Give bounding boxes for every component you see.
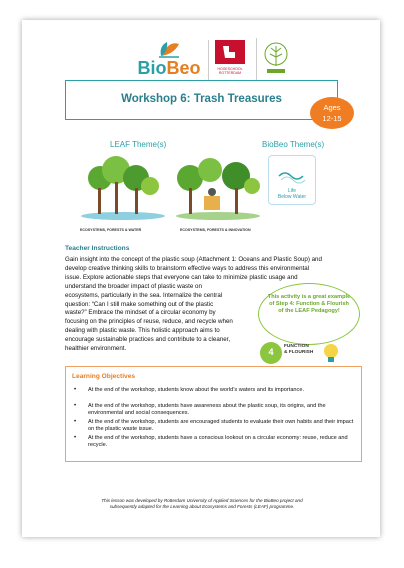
biobeo-leaf-icon xyxy=(134,38,204,60)
objective-item: • At the end of the workshop, students know about the world’s waters and its importance. xyxy=(74,387,304,393)
teacher-instructions-heading: Teacher Instructions xyxy=(65,245,130,252)
objective-text: At the end of the workshop, students have awareness about the plastic soup, its origins, and the environmental and social consequences. xyxy=(88,403,326,417)
ages-range: 12-15 xyxy=(322,114,342,123)
paragraph-line: issue. Explore actionable steps that everyone can take to minimize plastic usage and xyxy=(65,273,298,281)
objective-item: • At the end of the workshop, students have a conscious lookout on a circular economy: reuse, reduce and recycle. xyxy=(74,435,348,449)
objective-item: • At the end of the workshop, students have awareness about the plastic soup, its origins, and the environmental and social consequences. xyxy=(74,403,326,417)
lightbulb-icon xyxy=(322,342,340,364)
biobeo-theme-label: BioBeo Theme(s) xyxy=(262,140,325,149)
leaf-theme-illustrations xyxy=(78,152,266,234)
callout-text: This activity is a great example of Step 4: Function & Flourish of the LEAF Pedagogy! xyxy=(267,294,351,314)
footer-line1: This lesson was developed by Rotterdam University of Applied Sciences for the BioBeo project and xyxy=(101,498,303,503)
wave-icon xyxy=(269,156,315,186)
objective-text: At the end of the workshop, students know about the world’s waters and its importance. xyxy=(88,387,304,393)
badge-number: 4 xyxy=(268,347,274,357)
paragraph-line: develop creative thinking skills to brainstorm effective ways to address this environmental xyxy=(65,264,310,272)
paragraph-line: healthier environment. xyxy=(65,345,127,353)
hro-logo xyxy=(208,40,251,80)
objective-item: • At the end of the workshop, students are encouraged students to evaluate their own habits and their impact on the plastic waste issue. xyxy=(74,419,354,433)
teacher-paragraph xyxy=(65,256,359,283)
learning-objectives-box xyxy=(65,366,362,462)
document-page xyxy=(22,20,380,537)
paragraph-line: waste?” Embrace the mindset of a circular economy by xyxy=(65,309,216,317)
teacher-paragraph-narrow xyxy=(65,283,253,354)
objective-text: At the end of the workshop, students have a conscious lookout on a circular economy: reuse, reduce and recycle. xyxy=(88,435,348,449)
biobeo-theme-line1: Life xyxy=(287,188,297,194)
paragraph-line: question: “Can I still make something out of the plastic xyxy=(65,300,214,308)
learning-objectives-heading: Learning Objectives xyxy=(72,373,136,380)
page-title: Workshop 6: Trash Treasures xyxy=(121,93,282,105)
leaf-theme-item-2: ECOSYSTEMS, FORESTS & INNOVATION xyxy=(180,228,251,232)
badge-line1: FUNCTION xyxy=(284,344,309,349)
objective-text: At the end of the workshop, students are encouraged students to evaluate their own habits and their impact on the plastic waste issue. xyxy=(88,419,354,433)
biobeo-logo xyxy=(134,38,204,80)
footer-line2: subsequently adapted for the Learning about Ecosystems and Forests (LEAF) programme. xyxy=(109,504,295,510)
biobeo-logo-beo: Beo xyxy=(166,58,201,78)
biobeo-theme-line2: Below Water xyxy=(277,194,307,200)
leaf-theme-label: LEAF Theme(s) xyxy=(110,140,167,149)
biobeo-logo-bio: Bio xyxy=(137,58,167,78)
leaf-theme-item-1: ECOSYSTEMS, FORESTS & WATER xyxy=(80,228,142,232)
function-flourish-label xyxy=(284,344,313,356)
paragraph-line: ecosystems, particularly in the sea. Internalize the central xyxy=(65,291,223,299)
paragraph-line: dealing with plastic waste. This holistic approach aims to xyxy=(65,327,220,335)
paragraph-line: understand the broader impact of plastic waste on xyxy=(65,282,202,290)
title-box xyxy=(65,80,338,120)
hro-emblem-icon xyxy=(215,40,245,64)
leaf-logo xyxy=(256,38,291,80)
paragraph-line: focusing on the principles of reuse, reduce, and recycle when xyxy=(65,318,233,326)
forest-illustration-icon xyxy=(78,152,266,224)
leaf-tree-icon xyxy=(257,38,291,80)
paragraph-line: encourage sustainable practices and contribute to a cleaner, xyxy=(65,336,231,344)
hro-logo-text: HOGESCHOOL ROTTERDAM xyxy=(217,67,243,75)
biobeo-theme-card xyxy=(268,155,316,205)
badge-line2: & FLOURISH xyxy=(284,350,314,355)
footer-note xyxy=(72,498,332,510)
function-flourish-badge-icon xyxy=(260,342,282,364)
pedagogy-callout xyxy=(258,283,360,345)
ages-label: Ages xyxy=(323,103,341,112)
paragraph-line: Gain insight into the concept of the plastic soup (Attachment 1: Oceans and Plastic Soup) and xyxy=(65,256,322,263)
ages-badge xyxy=(310,97,354,129)
